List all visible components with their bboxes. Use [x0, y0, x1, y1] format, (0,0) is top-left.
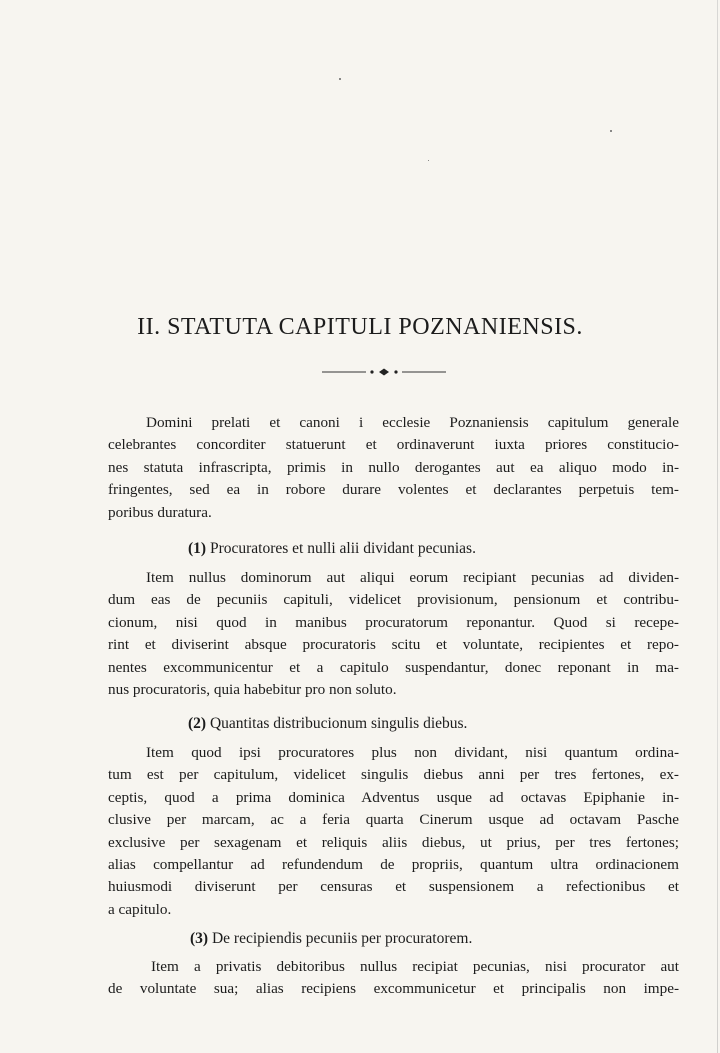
text-line: huiusmodi diviserunt per censuras et suspensionem a refectionibus et	[108, 878, 679, 896]
text-line: Item nullus dominorum aut aliqui eorum recipiant pecunias ad dividen-	[146, 569, 679, 586]
text-line: tum est per capitulum, videlicet singulis diebus anni per tres fertones, ex-	[108, 766, 679, 784]
section-title: Procuratores et nulli alii dividant pecunias.	[209, 540, 476, 557]
text-line: poribus duratura.	[108, 503, 212, 521]
text-line: ceptis, quod a prima dominica Adventus usque ad octavas Epiphanie in-	[108, 788, 679, 806]
text-line: nentes excommunicentur et a capitulo suspendantur, donec reponant in ma-	[108, 658, 679, 676]
intro-paragraph	[108, 412, 679, 524]
paper-speck	[428, 160, 429, 161]
text-line: celebrantes concorditer statuerunt et ordinaverunt iuxta priores constitucio-	[108, 436, 679, 454]
section-body	[108, 567, 679, 701]
section-number: (2)	[188, 715, 207, 732]
text-line: alias compellantur ad refundendum de propriis, quantum ultra ordinacionem	[108, 856, 679, 874]
paper-speck	[610, 130, 612, 132]
page-title: II. STATUTA CAPITULI POZNANIENSIS.	[137, 314, 583, 340]
text-line: rint et diviserint absque procuratoris scitu et voluntate, recipientes et repo-	[108, 636, 679, 654]
text-line: fringentes, sed ea in robore durare volentes et declarantes perpetuis tem-	[108, 481, 679, 499]
text-line: a capitulo.	[108, 900, 172, 918]
text-line: Item quod ipsi procuratores plus non dividant, nisi quantum ordina-	[146, 744, 679, 761]
section-title: De recipiendis pecuniis per procuratorem.	[211, 930, 473, 947]
text-line: exclusive per sexagenam et reliquis aliis diebus, ut prius, per tres fertones;	[108, 833, 679, 851]
section-body	[108, 956, 679, 1001]
section-heading	[188, 713, 467, 735]
text-line: dum eas de pecuniis capituli, videlicet provisionum, pensionum et contribu-	[108, 591, 679, 609]
section-number: (3)	[190, 930, 209, 947]
text-line: Domini prelati et canoni i ecclesie Poznaniensis capitulum generale	[146, 414, 679, 431]
section-title: Quantitas distribucionum singulis diebus.	[209, 715, 468, 732]
section-heading	[188, 538, 476, 560]
section-body	[108, 742, 679, 921]
text-line: de voluntate sua; alias recipiens excommunicetur et principalis non impe-	[108, 980, 679, 998]
paper-speck	[339, 78, 341, 80]
page-edge-shadow	[717, 0, 718, 1053]
text-line: nes statuta infrascripta, primis in nullo derogantes aut ea aliquo modo in-	[108, 458, 679, 476]
title-ornament	[322, 367, 446, 377]
section-heading	[190, 928, 472, 950]
text-line: Item a privatis debitoribus nullus recipiat pecunias, nisi procurator aut	[151, 958, 679, 975]
text-line: cionum, nisi quod in manibus procuratorum reponantur. Quod si recepe-	[108, 613, 679, 631]
text-line: clusive per marcam, ac a feria quarta Cinerum usque ad octavam Pasche	[108, 811, 679, 829]
text-line: nus procuratoris, quia habebitur pro non soluto.	[108, 681, 397, 699]
section-number: (1)	[188, 540, 207, 557]
